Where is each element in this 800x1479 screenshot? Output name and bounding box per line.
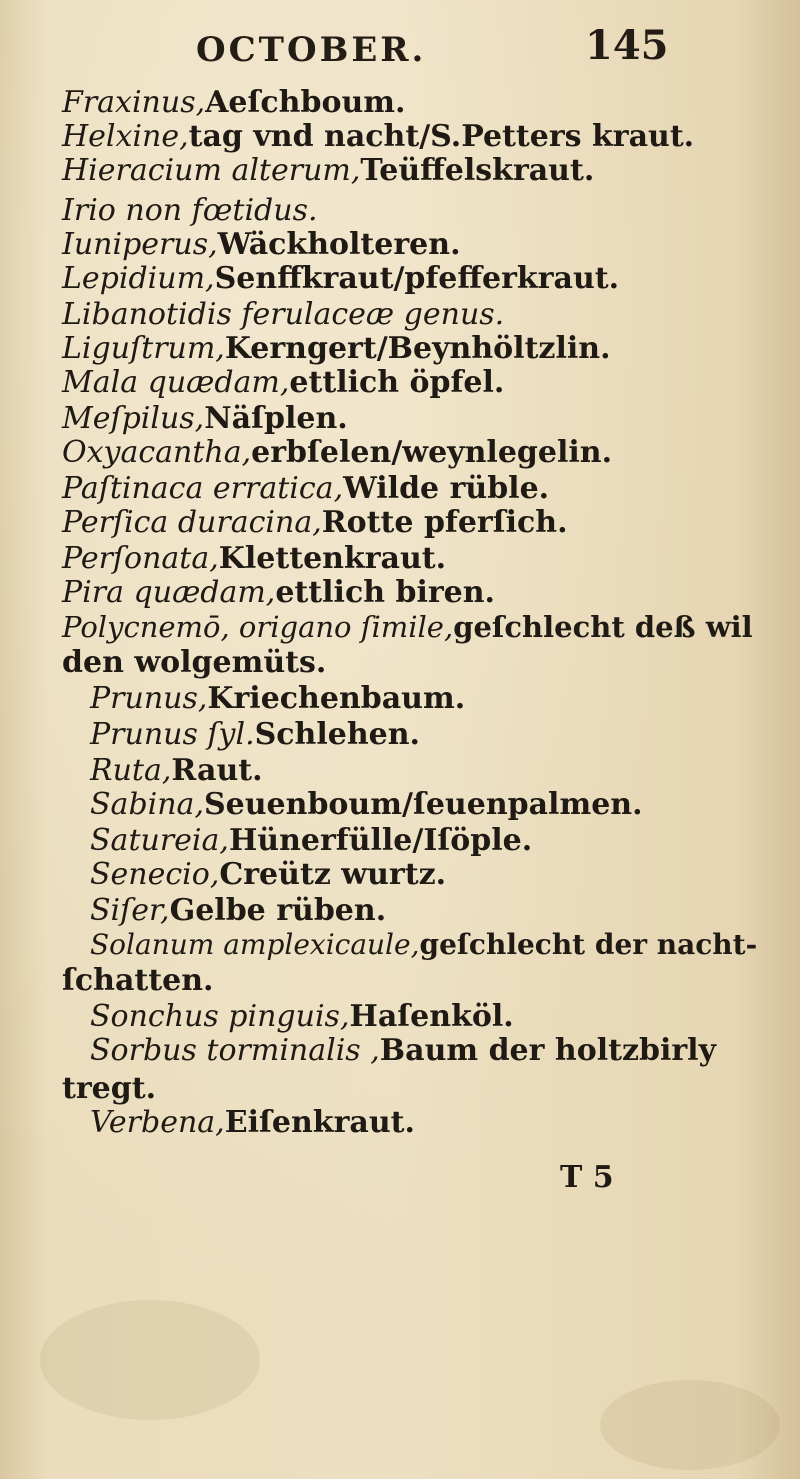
german-name: Hünerfülle/Iſöple. xyxy=(228,823,533,858)
latin-name: Verbena, xyxy=(90,1105,225,1140)
entry-line xyxy=(62,154,594,190)
latin-name: Satureia, xyxy=(90,823,229,858)
entry-line xyxy=(62,86,405,122)
entry-line xyxy=(90,928,757,964)
entry-line xyxy=(62,298,504,334)
german-name: geſchlecht deß wil xyxy=(453,610,753,644)
latin-name: Iuniperus, xyxy=(62,227,218,262)
entry-line xyxy=(62,610,753,646)
german-name: ſchatten. xyxy=(62,963,214,998)
latin-name: Oxyacantha, xyxy=(62,435,252,470)
german-name: den wolgemüts. xyxy=(62,645,327,680)
entry-line xyxy=(62,120,694,156)
signature-mark: T 5 xyxy=(560,1160,614,1195)
latin-name: Liguſtrum, xyxy=(62,331,225,366)
entry-line xyxy=(90,1000,514,1036)
german-name: Kerngert/Beynhöltzlin. xyxy=(224,331,611,366)
german-name: Klettenkraut. xyxy=(218,541,447,576)
german-name: Raut. xyxy=(171,753,263,788)
latin-name: Mala quædam, xyxy=(62,365,290,400)
german-name: Creütz wurtz. xyxy=(219,857,447,892)
german-name: Seuenboum/ſeuenpalmen. xyxy=(203,787,643,822)
latin-name: Senecio, xyxy=(90,857,220,892)
latin-name: Paſtinaca erratica, xyxy=(62,471,344,506)
latin-name: Fraxinus, xyxy=(62,85,206,120)
latin-name: Sorbus torminalis , xyxy=(90,1033,380,1068)
entry-line xyxy=(90,754,263,790)
german-name: Haſenköl. xyxy=(349,999,514,1034)
entry-line xyxy=(62,964,213,1000)
latin-name: Helxine, xyxy=(62,119,189,154)
latin-name: Libanotidis ferulaceæ genus. xyxy=(62,297,505,332)
german-name: erbſelen/weynlegelin. xyxy=(251,435,613,470)
entry-line xyxy=(62,506,568,542)
latin-name: Siſer, xyxy=(90,893,170,928)
entry-line xyxy=(62,262,619,298)
latin-name: Solanum amplexicaule, xyxy=(90,928,420,961)
entry-line xyxy=(62,332,611,368)
german-name: Kriechenbaum. xyxy=(207,681,466,716)
german-name: Eiſenkraut. xyxy=(224,1105,415,1140)
page-header xyxy=(0,22,800,82)
german-name: tag vnd nacht/S.Petters kraut. xyxy=(188,119,695,154)
entry-line xyxy=(90,1106,415,1142)
german-name: ettlich öpfel. xyxy=(289,365,505,400)
entry-line xyxy=(62,472,549,508)
german-name: Rotte pferſich. xyxy=(321,505,568,540)
entry-line xyxy=(90,788,643,824)
german-name: Aeſchboum. xyxy=(205,85,406,120)
entry-line xyxy=(90,858,446,894)
latin-name: Irio non fœtidus. xyxy=(62,193,318,228)
entry-line xyxy=(62,228,461,264)
latin-name: Sonchus pinguis, xyxy=(90,999,350,1034)
german-name: Baum der holtzbirly xyxy=(379,1033,717,1068)
german-name: Wilde rüble. xyxy=(343,471,550,506)
entry-line xyxy=(90,682,465,718)
german-name: Senffkraut/pfefferkraut. xyxy=(214,261,620,296)
german-name: Teüffelskraut. xyxy=(360,153,595,188)
running-head: OCTOBER. xyxy=(196,30,427,70)
entry-line xyxy=(62,402,348,438)
german-name: tregt. xyxy=(62,1071,157,1106)
latin-name: Polycnemō, origano ſimile, xyxy=(62,610,454,644)
latin-name: Pira quædam, xyxy=(62,575,276,610)
entry-line xyxy=(62,194,318,230)
entry-line xyxy=(62,542,446,578)
paper-stain xyxy=(600,1380,780,1470)
latin-name: Meſpilus, xyxy=(62,401,205,436)
german-name: Schlehen. xyxy=(254,717,420,752)
latin-name: Hieracium alterum, xyxy=(62,153,361,188)
entry-line xyxy=(62,576,495,612)
entry-line xyxy=(90,1034,716,1070)
latin-name: Prunus ſyl. xyxy=(90,717,255,752)
german-name: Näſplen. xyxy=(204,401,348,436)
german-name: geſchlecht der nacht- xyxy=(419,928,758,961)
latin-name: Perſonata, xyxy=(62,541,219,576)
latin-name: Ruta, xyxy=(90,753,172,788)
entry-line xyxy=(62,646,326,682)
entry-line xyxy=(62,366,504,402)
german-name: ettlich biren. xyxy=(275,575,495,610)
entry-line xyxy=(62,1072,156,1108)
entry-line xyxy=(90,894,386,930)
entry-line xyxy=(62,436,612,472)
latin-name: Lepidium, xyxy=(62,261,215,296)
page-number: 145 xyxy=(585,22,669,69)
latin-name: Sabina, xyxy=(90,787,204,822)
entry-line xyxy=(90,824,532,860)
latin-name: Prunus, xyxy=(90,681,208,716)
paper-stain xyxy=(40,1300,260,1420)
german-name: Wäckholteren. xyxy=(217,227,461,262)
german-name: Gelbe rüben. xyxy=(169,893,387,928)
entry-line xyxy=(90,718,420,754)
latin-name: Perſica duracina, xyxy=(62,505,322,540)
